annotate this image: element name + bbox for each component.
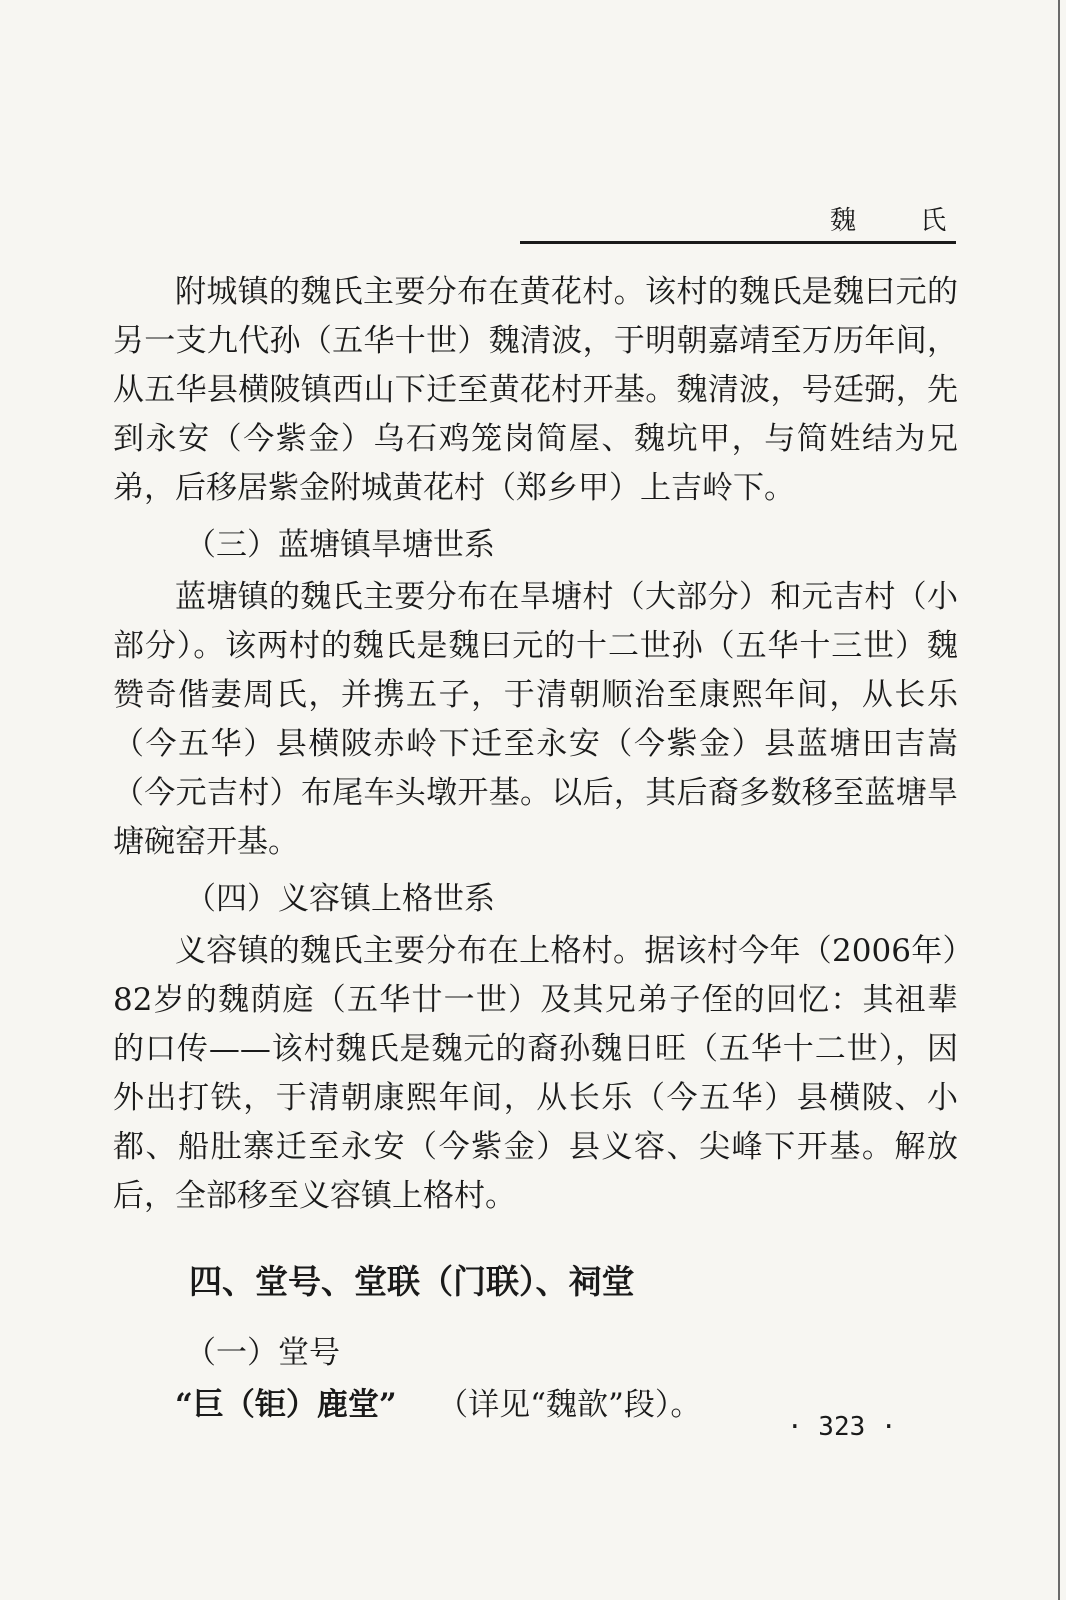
paragraph-yirong: 义容镇的魏氏主要分布在上格村。据该村今年（2006年）82岁的魏荫庭（五华廿一世）及其兄弟子侄的回忆：其祖辈的口传——该村魏氏是魏元的裔孙魏日旺（五华十二世），因外出打铁，于清朝康熙年间，从长乐（今五华）县横陂、小都、船肚寨迁至永安（今紫金）县义容、尖峰下开基。解放后，全部移至义容镇上格村。: [113, 933, 958, 1214]
subheading-hall-name: （一）堂号: [185, 1335, 340, 1371]
page-body: [113, 268, 958, 1430]
binding-edge: [1058, 0, 1060, 1600]
subheading-lantang: （三）蓝塘镇旱塘世系: [185, 527, 495, 563]
paragraph-fucheng: 附城镇的魏氏主要分布在黄花村。该村的魏氏是魏曰元的另一支九代孙（五华十世）魏清波，于明朝嘉靖至万历年间，从五华县横陂镇西山下迁至黄花村开基。魏清波，号廷弼，先到永安（今紫金）乌石鸡笼岗简屋、魏坑甲，与简姓结为兄弟，后移居紫金附城黄花村（郑乡甲）上吉岭下。: [113, 274, 958, 506]
section-heading-hall: 四、堂号、堂联（门联）、祠堂: [189, 1262, 635, 1301]
page-number: · 323 ·: [787, 1412, 897, 1442]
hall-note: （详见“魏歆”段）。: [452, 1387, 702, 1423]
subheading-yirong: （四）义容镇上格世系: [185, 881, 495, 917]
running-header-title: 魏 氏: [830, 206, 975, 236]
header-rule: [520, 241, 956, 244]
hall-name: “巨（钜）鹿堂”: [175, 1387, 397, 1423]
paragraph-lantang: 蓝塘镇的魏氏主要分布在旱塘村（大部分）和元吉村（小部分）。该两村的魏氏是魏曰元的十二世孙（五华十三世）魏赞奇偕妻周氏，并携五子，于清朝顺治至康熙年间，从长乐（今五华）县横陂赤岭下迁至永安（今紫金）县蓝塘田吉嵩（今元吉村）布尾车头墩开基。以后，其后裔多数移至蓝塘旱塘碗窑开基。: [113, 579, 958, 860]
